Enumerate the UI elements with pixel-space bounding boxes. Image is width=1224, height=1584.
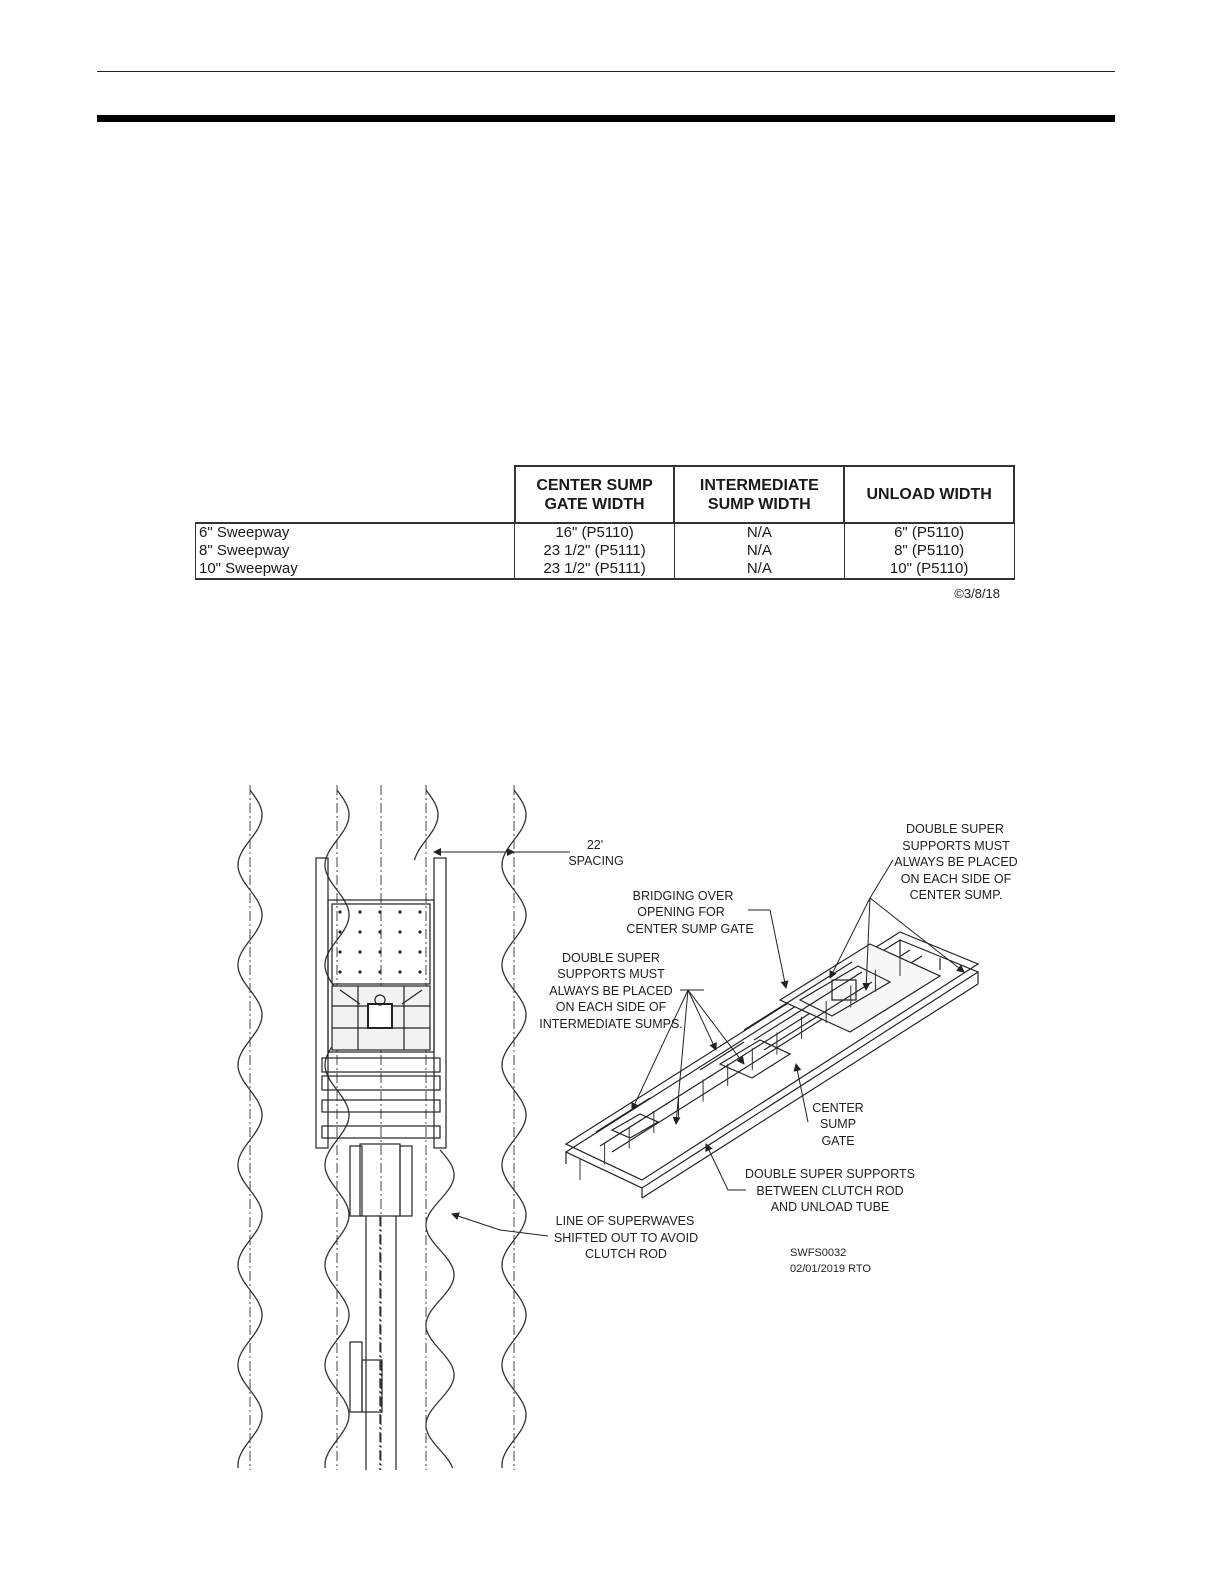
callout-line: CENTER: [812, 1101, 864, 1115]
callout-center-sump-gate: [812, 1101, 863, 1148]
table-header-blank: [196, 466, 515, 523]
table-row: [196, 542, 1015, 560]
callout-bridging: [626, 889, 753, 936]
table-cell: 8" (P5110): [844, 542, 1014, 560]
rivet-dot: [418, 910, 421, 913]
table-cell: N/A: [674, 560, 844, 579]
callout-line: BRIDGING OVER: [632, 889, 734, 903]
rivet-dot: [338, 930, 341, 933]
callout-line: ALWAYS BE PLACED: [894, 855, 1018, 869]
drawing-id-block: [790, 1247, 871, 1275]
rivet-dot: [398, 970, 401, 973]
sweepway-installation-drawing: [200, 780, 1030, 1475]
callout-line: DOUBLE SUPER: [906, 822, 1004, 836]
callout-line: ON EACH SIDE OF: [555, 1000, 667, 1014]
table-cell: N/A: [674, 523, 844, 542]
rivet-dot: [378, 910, 381, 913]
rivet-dot: [358, 910, 361, 913]
callout-line: LINE OF SUPERWAVES: [555, 1214, 695, 1228]
table-cell: 8" Sweepway: [196, 542, 515, 560]
rivet-dot: [398, 910, 401, 913]
table-cell: 10" (P5110): [844, 560, 1014, 579]
callout-line: GATE: [821, 1134, 855, 1148]
header-line: INTERMEDIATE: [699, 476, 819, 494]
rivet-dot: [358, 950, 361, 953]
rivet-dot: [338, 950, 341, 953]
callout-double-super-center: [894, 822, 1017, 902]
header-line: UNLOAD WIDTH: [866, 486, 992, 503]
spacing-label-line1: 22': [586, 838, 604, 852]
header-line: CENTER SUMP: [536, 476, 653, 494]
table-header-row: [196, 466, 1015, 523]
drawing-number: SWFS0032: [790, 1247, 847, 1259]
drawing-date: 02/01/2019 RTO: [790, 1263, 871, 1275]
header-rule-thick: [97, 115, 1115, 122]
rivet-dot: [418, 950, 421, 953]
table-header-center-sump: [515, 466, 675, 523]
callout-line: CENTER SUMP.: [909, 888, 1003, 902]
callout-line: SHIFTED OUT TO AVOID: [553, 1231, 699, 1245]
callout-line: SUPPORTS MUST: [902, 839, 1010, 853]
table-header-unload: [844, 466, 1014, 523]
rivet-dot: [378, 970, 381, 973]
rivet-dot: [378, 930, 381, 933]
header-rule-thin: [97, 71, 1115, 72]
callout-line: ON EACH SIDE OF: [900, 872, 1012, 886]
rivet-dot: [338, 910, 341, 913]
rivet-dot: [358, 970, 361, 973]
rivet-dot: [338, 970, 341, 973]
table-row: [196, 523, 1015, 542]
table-cell: 23 1/2" (P5111): [515, 542, 675, 560]
callout-line: CLUTCH ROD: [585, 1247, 667, 1261]
header-line: SUMP WIDTH: [707, 495, 811, 513]
callout-line: ALWAYS BE PLACED: [549, 984, 673, 998]
callout-double-super-between: [745, 1167, 915, 1214]
table-cell: 10" Sweepway: [196, 560, 515, 579]
table-header-intermediate: [674, 466, 844, 523]
rivet-dot: [358, 930, 361, 933]
callout-line: INTERMEDIATE SUMPS.: [539, 1017, 683, 1031]
table-cell: 16" (P5110): [515, 523, 675, 542]
callout-line: DOUBLE SUPER SUPPORTS: [745, 1167, 915, 1181]
rivet-dot: [398, 930, 401, 933]
callout-double-super-intermediate: [539, 951, 683, 1031]
rivet-dot: [398, 950, 401, 953]
rivet-dot: [418, 970, 421, 973]
header-line: GATE WIDTH: [544, 495, 645, 513]
table-cell: N/A: [674, 542, 844, 560]
rivet-dot: [378, 950, 381, 953]
table-cell: 23 1/2" (P5111): [515, 560, 675, 579]
callout-line: OPENING FOR: [637, 905, 725, 919]
copyright-date: ©3/8/18: [954, 586, 1000, 601]
sweepway-spec-table: [195, 465, 1015, 580]
table-row: [196, 560, 1015, 579]
superwave: [426, 1150, 454, 1468]
rivet-dots: [338, 910, 421, 973]
callout-line: CENTER SUMP GATE: [626, 922, 754, 936]
callout-superwaves: [554, 1214, 698, 1261]
spacing-label-line2: SPACING: [568, 854, 624, 868]
callout-line: AND UNLOAD TUBE: [770, 1200, 890, 1214]
table-cell: 6" (P5110): [844, 523, 1014, 542]
callout-line: BETWEEN CLUTCH ROD: [756, 1184, 904, 1198]
callout-line: SUMP: [819, 1117, 857, 1131]
table-cell: 6" Sweepway: [196, 523, 515, 542]
callout-line: SUPPORTS MUST: [557, 967, 665, 981]
callout-line: DOUBLE SUPER: [562, 951, 660, 965]
rivet-dot: [418, 930, 421, 933]
